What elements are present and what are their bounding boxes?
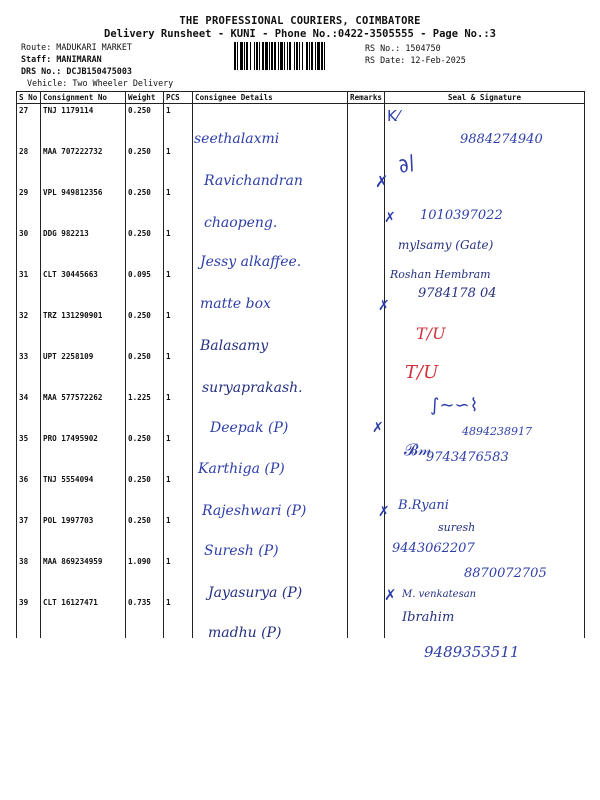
barcode-bar — [321, 42, 323, 70]
cell-pcs: 1 — [164, 350, 193, 391]
cell-consignment-no: CLT 16127471 — [41, 596, 126, 638]
handwritten-name: suryaprakash. — [202, 380, 303, 396]
cell-sno: 38 — [17, 555, 41, 596]
col-signature-header: Seal & Signature — [385, 92, 585, 104]
handwritten-remark: T/U — [405, 362, 439, 383]
rs-number: RS No.: 1504750 — [365, 43, 441, 53]
handwritten-remark: T/U — [416, 324, 446, 343]
signature-cross: ✗ — [384, 586, 397, 604]
cell-sno: 33 — [17, 350, 41, 391]
handwritten-phone: 8870072705 — [464, 566, 547, 581]
handwritten-name: Rajeshwari (P) — [202, 503, 307, 519]
cell-consignment-no: MAA 577572262 — [41, 391, 126, 432]
cell-weight: 0.250 — [126, 104, 164, 146]
handwritten-phone: 9784178 04 — [418, 286, 497, 301]
route-text: Route: MADUKARI MARKET — [21, 42, 132, 52]
table-row — [17, 309, 585, 350]
cell-sno: 39 — [17, 596, 41, 638]
barcode-graphic — [234, 42, 358, 70]
cell-remarks — [348, 227, 385, 268]
cell-weight: 0.735 — [126, 596, 164, 638]
drs-value: DCJB150475003 — [66, 66, 132, 76]
cell-pcs: 1 — [164, 186, 193, 227]
signature-scribble: K⁄ — [387, 107, 400, 125]
barcode-bar — [269, 42, 270, 70]
handwritten-note: mylsamy (Gate) — [398, 238, 494, 252]
cell-consignment-no: POL 1997703 — [41, 514, 126, 555]
cell-weight: 0.250 — [126, 227, 164, 268]
barcode-bar — [317, 42, 320, 70]
cell-weight: 1.090 — [126, 555, 164, 596]
cell-pcs: 1 — [164, 514, 193, 555]
vehicle-text: Vehicle: Two Wheeler Delivery — [27, 78, 174, 88]
signature-scribble: ∂∕ — [394, 149, 419, 179]
handwritten-phone: 9489353511 — [424, 643, 520, 661]
signature-scribble: ∫∼∽⌇ — [430, 395, 479, 416]
barcode-bar — [280, 42, 283, 70]
cell-pcs: 1 — [164, 227, 193, 268]
barcode-bar — [294, 42, 295, 70]
cell-sno: 37 — [17, 514, 41, 555]
cell-sno: 28 — [17, 145, 41, 186]
signature-cross: ✗ — [375, 172, 389, 191]
cell-weight: 0.250 — [126, 473, 164, 514]
handwritten-note: Roshan Hembram — [390, 268, 491, 281]
cell-remarks — [348, 596, 385, 638]
cell-weight: 0.250 — [126, 350, 164, 391]
handwritten-name: seethalaxmi — [194, 131, 280, 147]
barcode-bar — [299, 42, 300, 70]
cell-remarks — [348, 350, 385, 391]
barcode-bar — [306, 42, 308, 70]
signature-scribble: 𝓑𝓂 — [404, 440, 432, 459]
cell-sno: 34 — [17, 391, 41, 432]
cell-remarks — [348, 555, 385, 596]
document-subtitle: Delivery Runsheet - KUNI - Phone No.:0422-3505555 - Page No.:3 — [104, 28, 496, 40]
barcode-bar — [240, 42, 243, 70]
barcode-bar — [250, 42, 251, 70]
cell-pcs: 1 — [164, 145, 193, 186]
barcode-bar — [302, 42, 303, 70]
col-consignee-header: Consignee Details — [193, 92, 348, 104]
handwritten-note: B.Ryani — [398, 498, 449, 513]
handwritten-name: Balasamy — [200, 338, 269, 354]
cell-weight: 0.250 — [126, 514, 164, 555]
col-pcs-header: PCS — [164, 92, 193, 104]
handwritten-note: Ibrahim — [402, 610, 455, 625]
cell-pcs: 1 — [164, 432, 193, 473]
barcode-bar — [324, 42, 325, 70]
barcode-bar — [234, 42, 236, 70]
barcode-bar — [278, 42, 279, 70]
rs-date: RS Date: 12-Feb-2025 — [365, 55, 466, 65]
cell-sno: 35 — [17, 432, 41, 473]
barcode-bar — [296, 42, 298, 70]
handwritten-phone: 1010397022 — [420, 208, 503, 223]
signature-cross: ✗ — [372, 420, 384, 436]
cell-sno: 31 — [17, 268, 41, 309]
document-title: THE PROFESSIONAL COURIERS, COIMBATORE — [179, 15, 421, 27]
col-remarks-header: Remarks — [348, 92, 385, 104]
cell-sno: 29 — [17, 186, 41, 227]
table-row — [17, 268, 585, 309]
cell-weight: 0.095 — [126, 268, 164, 309]
barcode-bar — [289, 42, 291, 70]
table-row — [17, 596, 585, 638]
cell-remarks — [348, 309, 385, 350]
cell-consignment-no: VPL 949812356 — [41, 186, 126, 227]
cell-sno: 32 — [17, 309, 41, 350]
cell-consignment-no: TRZ 131290901 — [41, 309, 126, 350]
col-weight-header: Weight — [126, 92, 164, 104]
handwritten-phone: 9743476583 — [426, 450, 509, 465]
table-row — [17, 514, 585, 555]
cell-pcs: 1 — [164, 391, 193, 432]
cell-signature — [385, 309, 585, 350]
cell-remarks — [348, 514, 385, 555]
barcode-bar — [244, 42, 245, 70]
signature-cross: ✗ — [378, 504, 390, 520]
cell-weight: 0.250 — [126, 309, 164, 350]
barcode-bar — [274, 42, 276, 70]
barcode-bar — [256, 42, 258, 70]
handwritten-name: Ravichandran — [204, 173, 303, 189]
barcode-bar — [287, 42, 288, 70]
cell-consignment-no: MAA 707222732 — [41, 145, 126, 186]
drs-line — [21, 66, 132, 76]
handwritten-phone: 4894238917 — [462, 425, 532, 438]
handwritten-name: Karthiga (P) — [198, 461, 285, 477]
cell-consignment-no: TNJ 1179114 — [41, 104, 126, 146]
cell-remarks — [348, 104, 385, 146]
cell-pcs: 1 — [164, 596, 193, 638]
cell-remarks — [348, 186, 385, 227]
handwritten-phone: 9884274940 — [460, 132, 543, 147]
cell-pcs: 1 — [164, 473, 193, 514]
barcode-bar — [262, 42, 264, 70]
handwritten-name: Deepak (P) — [210, 420, 289, 436]
cell-sno: 36 — [17, 473, 41, 514]
cell-sno: 30 — [17, 227, 41, 268]
handwritten-name: chaopeng. — [204, 215, 278, 231]
handwritten-name: Jayasurya (P) — [208, 585, 303, 601]
cell-pcs: 1 — [164, 104, 193, 146]
barcode-bar — [284, 42, 285, 70]
cell-consignment-no: DDG 982213 — [41, 227, 126, 268]
handwritten-name: Jessy alkaffee. — [200, 254, 302, 270]
cell-consignment-no: UPT 2258109 — [41, 350, 126, 391]
cell-weight: 0.250 — [126, 432, 164, 473]
cell-pcs: 1 — [164, 309, 193, 350]
cell-consignment-no: PRO 17495902 — [41, 432, 126, 473]
cell-consignment-no: CLT 30445663 — [41, 268, 126, 309]
handwritten-name: Suresh (P) — [204, 543, 279, 559]
barcode-bar — [309, 42, 310, 70]
cell-weight: 0.250 — [126, 186, 164, 227]
cell-consignment-no: MAA 869234959 — [41, 555, 126, 596]
col-sno-header: S No — [17, 92, 41, 104]
cell-sno: 27 — [17, 104, 41, 146]
handwritten-note: suresh — [438, 521, 476, 534]
barcode-bar — [237, 42, 238, 70]
drs-label: DRS No.: — [21, 66, 62, 76]
barcode-bar — [271, 42, 273, 70]
barcode-bar — [265, 42, 268, 70]
handwritten-phone: 9443062207 — [392, 541, 475, 556]
cell-pcs: 1 — [164, 555, 193, 596]
staff-value: MANIMARAN — [56, 54, 102, 64]
table-header-row — [17, 92, 585, 104]
cell-weight: 1.225 — [126, 391, 164, 432]
staff-line — [21, 54, 102, 64]
barcode-bar — [246, 42, 248, 70]
cell-consignment-no: TNJ 5554094 — [41, 473, 126, 514]
signature-cross: ✗ — [384, 210, 396, 226]
signature-cross: ✗ — [378, 298, 390, 314]
barcode-bar — [254, 42, 255, 70]
staff-label: Staff: — [21, 54, 52, 64]
barcode-bar — [259, 42, 260, 70]
col-consignment-header: Consignment No — [41, 92, 126, 104]
barcode-bar — [311, 42, 313, 70]
cell-weight: 0.250 — [126, 145, 164, 186]
handwritten-name: madhu (P) — [208, 625, 282, 641]
handwritten-note: M. venkatesan — [402, 589, 477, 600]
cell-remarks — [348, 432, 385, 473]
barcode-bar — [315, 42, 316, 70]
cell-pcs: 1 — [164, 268, 193, 309]
handwritten-name: matte box — [200, 296, 271, 312]
